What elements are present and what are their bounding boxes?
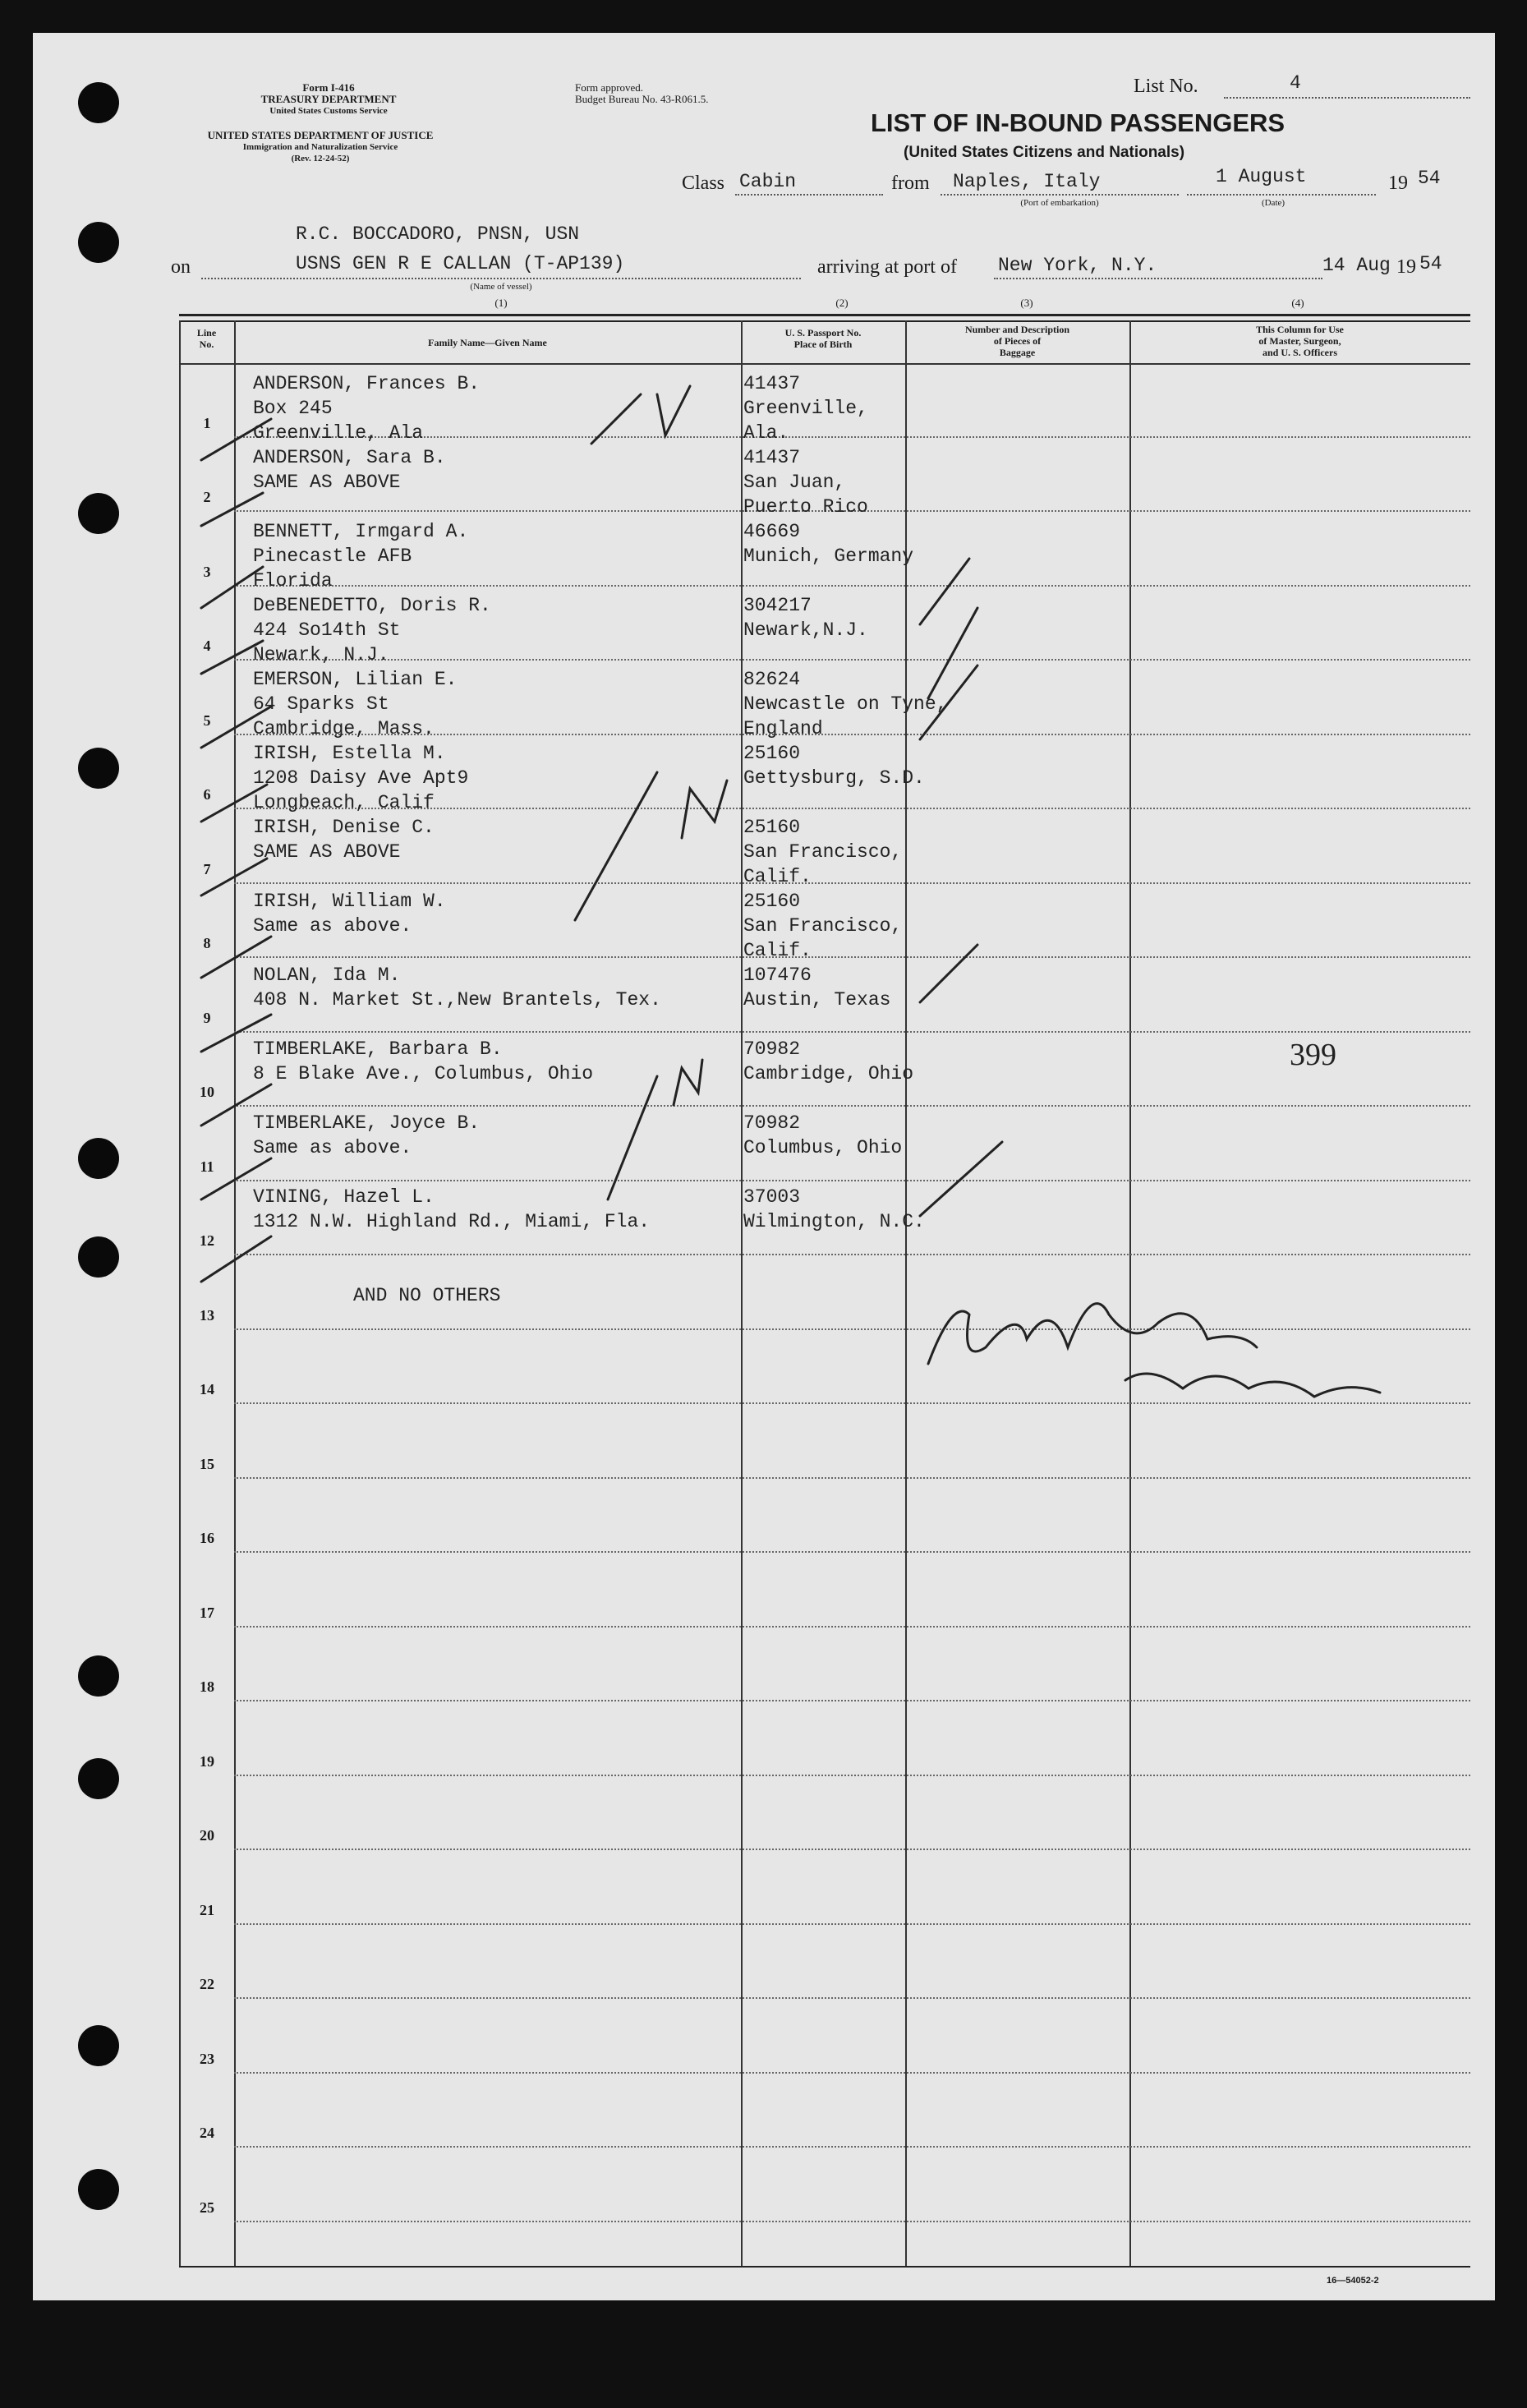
header-officers: This Column for Use of Master, Surgeon, and U. S. Officers — [1256, 324, 1344, 358]
slash-mark — [608, 1076, 657, 1199]
date-value: 1 August — [1216, 166, 1307, 187]
line-number: 9 — [203, 1009, 211, 1026]
col-num-1: (1) — [494, 297, 508, 309]
port-caption: (Port of embarkation) — [1020, 198, 1099, 208]
line-number: 21 — [200, 1901, 214, 1918]
col-num-3: (3) — [1020, 297, 1033, 309]
manifest-sheet — [33, 33, 1495, 2300]
class-label: Class — [682, 173, 725, 194]
check-mark — [201, 1158, 271, 1199]
arrival-port: New York, N.Y. — [998, 255, 1157, 276]
arrival-year: 54 — [1419, 253, 1442, 274]
signature-stroke — [928, 1304, 1257, 1364]
col-num-2: (2) — [835, 297, 849, 309]
line-number: 6 — [203, 786, 211, 803]
passenger-name-6: IRISH, Estella M. 1208 Daisy Ave Apt9 Longbeach, Calif — [253, 743, 469, 813]
line-number: 5 — [203, 711, 211, 729]
check-mark — [201, 1236, 271, 1282]
header-line-no: Line No. — [196, 327, 217, 350]
line-number: 14 — [200, 1381, 214, 1397]
page-subtitle: (United States Citizens and Nationals) — [904, 144, 1185, 161]
arrival-year-prefix: 19 — [1396, 256, 1416, 278]
passenger-name-5: EMERSON, Lilian E. 64 Sparks St Cambridge, Mass. — [253, 669, 458, 739]
from-value: Naples, Italy — [953, 171, 1101, 192]
passport-birth-5: 82624 Newcastle on Tyne, England — [743, 669, 948, 739]
check-mark — [201, 785, 267, 822]
passenger-name-12: VINING, Hazel L. 1312 N.W. Highland Rd., Miami, Fla. — [253, 1186, 651, 1232]
line-number: 12 — [200, 1232, 214, 1249]
form-id-block: Form I-416 TREASURY DEPARTMENT United States Customs Service — [260, 81, 397, 116]
line-number: 1 — [203, 414, 211, 431]
closing-note: AND NO OTHERS — [353, 1285, 501, 1306]
header-baggage: Number and Description of Pieces of Baggage — [964, 324, 1070, 358]
line-number: 17 — [200, 1604, 214, 1621]
line-number: 20 — [200, 1827, 214, 1844]
passenger-name-10: TIMBERLAKE, Barbara B. 8 E Blake Ave., Columbus, Ohio — [253, 1038, 594, 1084]
line-number: 7 — [203, 860, 211, 877]
col-num-4: (4) — [1291, 297, 1304, 309]
passport-birth-3: 46669 Munich, Germany — [743, 521, 914, 567]
passport-birth-7: 25160 San Francisco, Calif. — [743, 817, 903, 887]
justice-block: UNITED STATES DEPARTMENT OF JUSTICE Immigration and Naturalization Service (Rev. 12-24-52) — [207, 129, 434, 163]
passport-birth-2: 41437 San Juan, Puerto Rico — [743, 447, 868, 518]
check-mark — [201, 707, 271, 748]
line-number: 3 — [203, 563, 211, 580]
passport-birth-12: 37003 Wilmington, N.C. — [743, 1186, 925, 1232]
line-number: 25 — [200, 2199, 214, 2216]
form-code: 16—54052-2 — [1327, 2276, 1379, 2286]
passport-birth-9: 107476 Austin, Texas — [743, 965, 891, 1011]
slash-mark — [920, 665, 977, 739]
line-number: 22 — [200, 1976, 214, 1992]
passenger-name-9: NOLAN, Ida M. 408 N. Market St.,New Brantels, Tex. — [253, 965, 661, 1011]
header-name: Family Name—Given Name — [428, 337, 547, 348]
passenger-name-3: BENNETT, Irmgard A. Pinecastle AFB Florida — [253, 521, 469, 592]
page-title: LIST OF IN-BOUND PASSENGERS — [871, 108, 1286, 137]
check-mark — [201, 859, 267, 896]
check-mark — [201, 493, 263, 526]
passenger-name-7: IRISH, Denise C. SAME AS ABOVE — [253, 817, 435, 863]
line-number: 10 — [200, 1084, 214, 1100]
line-number: 4 — [203, 638, 211, 654]
passport-birth-4: 304217 Newark,N.J. — [743, 595, 868, 641]
line-number: 15 — [200, 1455, 214, 1472]
passenger-name-2: ANDERSON, Sara B. SAME AS ABOVE — [253, 447, 446, 493]
slash-mark — [920, 945, 977, 1002]
vessel-name: USNS GEN R E CALLAN (T-AP139) — [296, 253, 625, 274]
passport-birth-6: 25160 Gettysburg, S.D. — [743, 743, 925, 789]
line-number: 19 — [200, 1752, 214, 1770]
passenger-name-1: ANDERSON, Frances B. Box 245 Greenville, Ala — [253, 373, 481, 444]
slash-mark — [920, 1142, 1002, 1216]
passenger-name-4: DeBENEDETTO, Doris R. 424 So14th St Newark, N.J. — [253, 595, 491, 665]
initials-mark — [591, 386, 690, 444]
check-mark — [201, 567, 263, 608]
line-number: 2 — [203, 489, 211, 505]
officer-number-stamp: 399 — [1290, 1038, 1336, 1072]
slash-mark — [928, 608, 977, 698]
passport-birth-8: 25160 San Francisco, Calif. — [743, 891, 903, 961]
initials-mark — [682, 780, 727, 838]
line-number: 13 — [200, 1306, 214, 1324]
check-mark — [201, 419, 271, 460]
list-no-label: List No. — [1134, 76, 1198, 97]
vessel-caption: (Name of vessel) — [470, 282, 532, 292]
passport-birth-10: 70982 Cambridge, Ohio — [743, 1038, 914, 1084]
line-number: 18 — [200, 1678, 214, 1695]
header-passport: U. S. Passport No. Place of Birth — [784, 327, 862, 350]
approval-block: Form approved. Budget Bureau No. 43-R061.5. — [575, 81, 709, 105]
passenger-name-11: TIMBERLAKE, Joyce B. Same as above. — [253, 1112, 481, 1158]
slash-mark — [920, 559, 969, 624]
signature-stroke — [1125, 1374, 1380, 1397]
line-number: 24 — [200, 2125, 214, 2141]
line-number: 11 — [200, 1158, 214, 1175]
initials-mark — [674, 1060, 702, 1105]
check-mark — [201, 937, 271, 978]
line-number: 8 — [203, 935, 211, 951]
arrival-date: 14 Aug — [1322, 255, 1391, 276]
line-number: 16 — [200, 1530, 214, 1546]
master-name: R.C. BOCCADORO, PNSN, USN — [296, 223, 580, 245]
handwritten-marks — [33, 33, 1495, 2300]
on-label: on — [171, 256, 191, 278]
list-no-value: 4 — [1290, 72, 1301, 94]
class-value: Cabin — [739, 171, 797, 192]
check-mark — [201, 641, 263, 674]
passport-birth-1: 41437 Greenville, Ala. — [743, 373, 868, 444]
check-mark — [201, 1015, 271, 1052]
line-number: 23 — [200, 2050, 214, 2067]
from-label: from — [891, 173, 930, 194]
check-mark — [201, 1084, 271, 1126]
date-caption: (Date) — [1261, 198, 1286, 208]
slash-mark — [575, 772, 657, 920]
arriving-label: arriving at port of — [817, 256, 957, 278]
passport-birth-11: 70982 Columbus, Ohio — [743, 1112, 903, 1158]
year-prefix: 19 — [1388, 173, 1408, 194]
passenger-name-8: IRISH, William W. Same as above. — [253, 891, 446, 937]
year-value: 54 — [1418, 168, 1441, 189]
